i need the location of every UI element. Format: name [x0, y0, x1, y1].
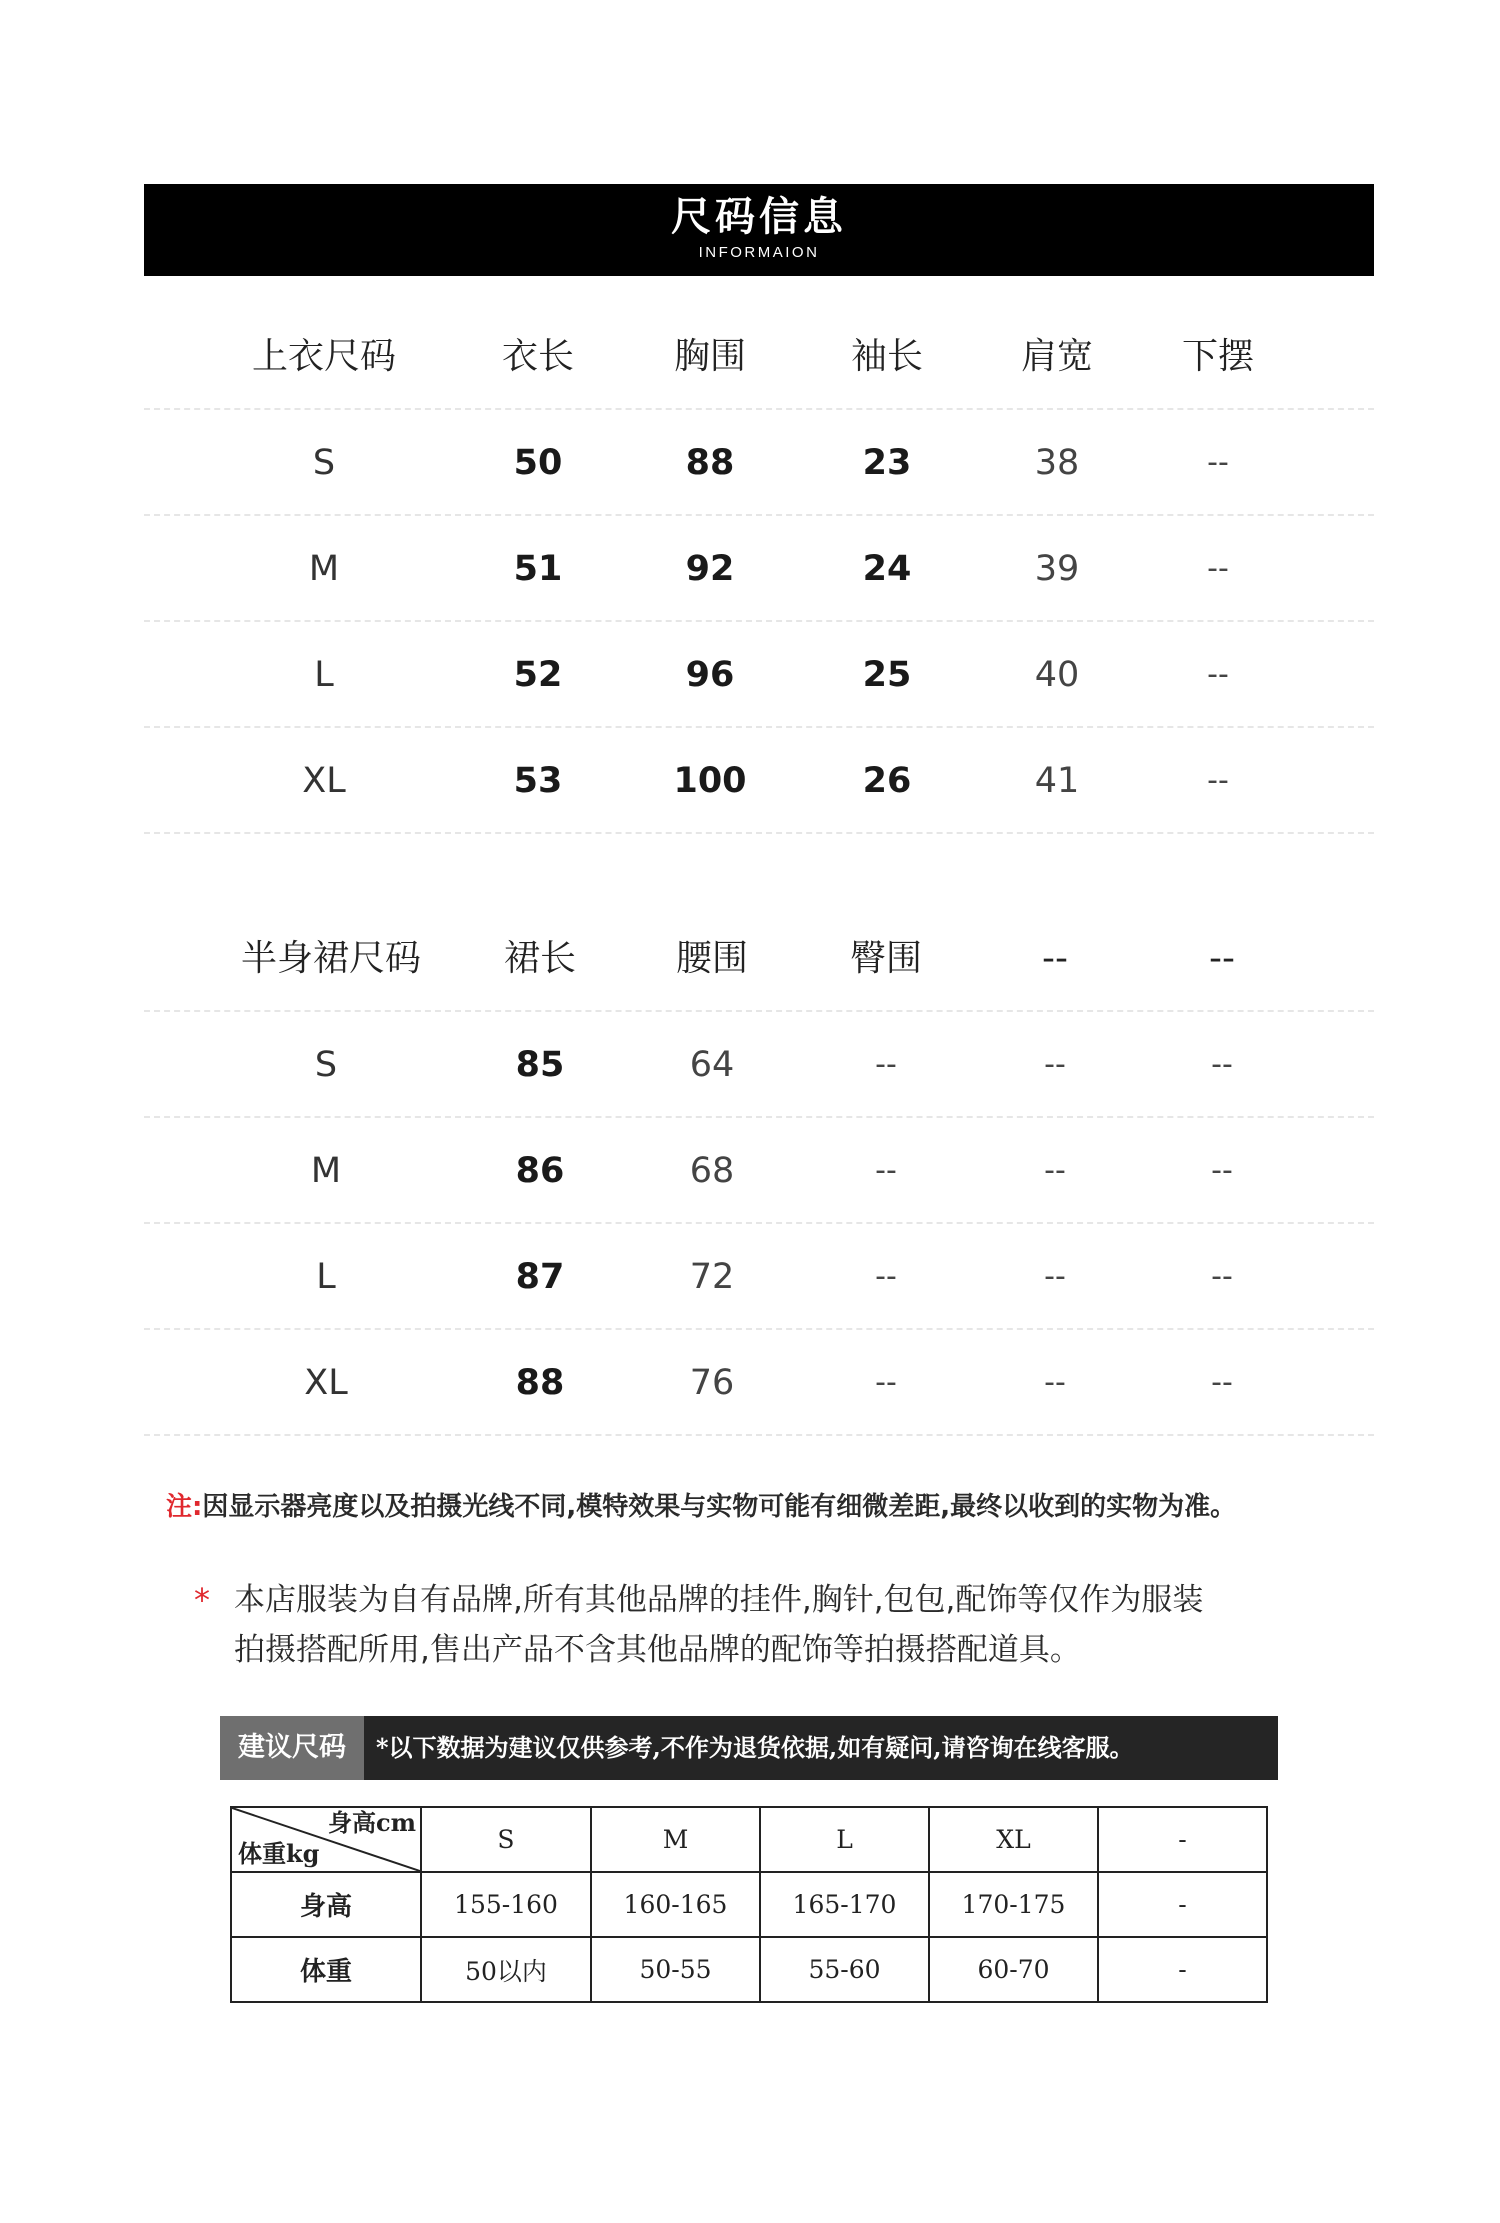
size-cell: S [312, 443, 336, 483]
value-cell: 155-160 [421, 1872, 591, 1937]
value-cell: 51 [513, 549, 563, 589]
table-row [231, 1937, 1267, 2002]
brand-note-line: 拍摄搭配所用,售出产品不含其他品牌的配饰等拍摄搭配道具。 [234, 1632, 1081, 1668]
header-cell: 袖长 [850, 336, 923, 377]
value-cell: -- [1207, 445, 1229, 480]
value-cell: 50以内 [421, 1937, 591, 2002]
value-cell: -- [1044, 1153, 1066, 1188]
header-cell: 裙长 [503, 938, 576, 979]
asterisk-icon: * [194, 1581, 210, 1619]
table-row [144, 622, 1374, 728]
value-cell: -- [1207, 657, 1229, 692]
skirt-size-table [144, 906, 1374, 1436]
value-cell: -- [875, 1259, 897, 1294]
value-cell: -- [1044, 1047, 1066, 1082]
suggest-size-label: 建议尺码 [220, 1716, 364, 1780]
size-cell: M [308, 549, 340, 589]
corner-header-cell [231, 1807, 421, 1872]
table-row [144, 1224, 1374, 1330]
value-cell: 50-55 [591, 1937, 760, 2002]
value-cell: 165-170 [760, 1872, 929, 1937]
value-cell: 40 [1034, 655, 1080, 695]
value-cell: 52 [513, 655, 563, 695]
banner-title: 尺码信息 [671, 194, 847, 240]
value-cell: 72 [689, 1257, 735, 1297]
value-cell: 87 [515, 1257, 565, 1297]
header-cell: 上衣尺码 [251, 336, 396, 377]
size-cell: L [314, 655, 334, 695]
header-cell: 下摆 [1181, 336, 1254, 377]
size-header-cell: L [760, 1807, 929, 1872]
note-text: 因显示器亮度以及拍摄光线不同,模特效果与实物可能有细微差距,最终以收到的实物为准。 [202, 1492, 1237, 1522]
value-cell: 60-70 [929, 1937, 1098, 2002]
size-cell: XL [304, 1363, 348, 1403]
value-cell: 55-60 [760, 1937, 929, 2002]
skirt-table-header [144, 906, 1374, 1012]
value-cell: 92 [685, 549, 735, 589]
value-cell: -- [1207, 551, 1229, 586]
title-banner [144, 184, 1374, 276]
top-table-header [144, 304, 1374, 410]
header-cell: -- [1209, 938, 1235, 979]
header-cell: 胸围 [673, 336, 746, 377]
table-row [144, 410, 1374, 516]
table-row [144, 516, 1374, 622]
value-cell: -- [1044, 1365, 1066, 1400]
value-cell: 26 [862, 761, 912, 801]
value-cell: - [1098, 1937, 1267, 2002]
note-prefix: 注: [166, 1492, 203, 1522]
header-cell: 腰围 [675, 938, 748, 979]
value-cell: 170-175 [929, 1872, 1098, 1937]
size-cell: M [310, 1151, 342, 1191]
value-cell: -- [1211, 1153, 1233, 1188]
value-cell: 100 [673, 761, 747, 801]
suggest-size-bar [220, 1716, 1278, 1780]
value-cell: -- [1211, 1047, 1233, 1082]
brand-note-line: 本店服装为自有品牌,所有其他品牌的挂件,胸针,包包,配饰等仅作为服装 [234, 1582, 1204, 1618]
value-cell: 96 [685, 655, 735, 695]
header-cell: 肩宽 [1020, 336, 1093, 377]
value-cell: 25 [862, 655, 912, 695]
value-cell: -- [1044, 1259, 1066, 1294]
value-cell: 23 [862, 443, 912, 483]
size-cell: S [314, 1045, 338, 1085]
value-cell: 86 [515, 1151, 565, 1191]
value-cell: -- [1211, 1259, 1233, 1294]
suggest-size-text: *以下数据为建议仅供参考,不作为退货依据,如有疑问,请咨询在线客服。 [376, 1733, 1134, 1762]
corner-bottom-label: 体重kg [238, 1839, 320, 1868]
row-header-cell: 身高 [231, 1872, 421, 1937]
value-cell: 39 [1034, 549, 1080, 589]
value-cell: -- [875, 1153, 897, 1188]
header-cell: 臀围 [849, 938, 922, 979]
banner-subtitle: INFORMAION [698, 244, 820, 261]
top-size-table [144, 304, 1374, 834]
value-cell: 160-165 [591, 1872, 760, 1937]
size-cell: XL [302, 761, 346, 801]
size-header-cell: S [421, 1807, 591, 1872]
value-cell: - [1098, 1872, 1267, 1937]
value-cell: 50 [513, 443, 563, 483]
corner-top-label: 身高cm [327, 1808, 416, 1837]
size-header-cell: XL [929, 1807, 1098, 1872]
size-header-cell: - [1098, 1807, 1267, 1872]
value-cell: 88 [515, 1363, 565, 1403]
recommended-size-table [230, 1806, 1268, 2003]
disclaimer-note [166, 1490, 1386, 1524]
header-cell: -- [1042, 938, 1068, 979]
row-header-cell: 体重 [231, 1937, 421, 2002]
value-cell: -- [1211, 1365, 1233, 1400]
brand-note [196, 1575, 1356, 1675]
value-cell: -- [1207, 763, 1229, 798]
header-cell: 半身裙尺码 [241, 938, 422, 979]
value-cell: 38 [1034, 443, 1080, 483]
table-row [231, 1807, 1267, 1872]
table-row [144, 1330, 1374, 1436]
value-cell: 64 [689, 1045, 735, 1085]
value-cell: 76 [689, 1363, 735, 1403]
table-row [144, 728, 1374, 834]
value-cell: 24 [862, 549, 912, 589]
value-cell: -- [875, 1365, 897, 1400]
value-cell: 68 [689, 1151, 735, 1191]
value-cell: 88 [685, 443, 735, 483]
value-cell: 85 [515, 1045, 565, 1085]
table-row [144, 1012, 1374, 1118]
table-row [144, 1118, 1374, 1224]
header-cell: 衣长 [501, 336, 574, 377]
size-cell: L [316, 1257, 336, 1297]
value-cell: 41 [1034, 761, 1080, 801]
size-header-cell: M [591, 1807, 760, 1872]
table-row [231, 1872, 1267, 1937]
value-cell: 53 [513, 761, 563, 801]
value-cell: -- [875, 1047, 897, 1082]
